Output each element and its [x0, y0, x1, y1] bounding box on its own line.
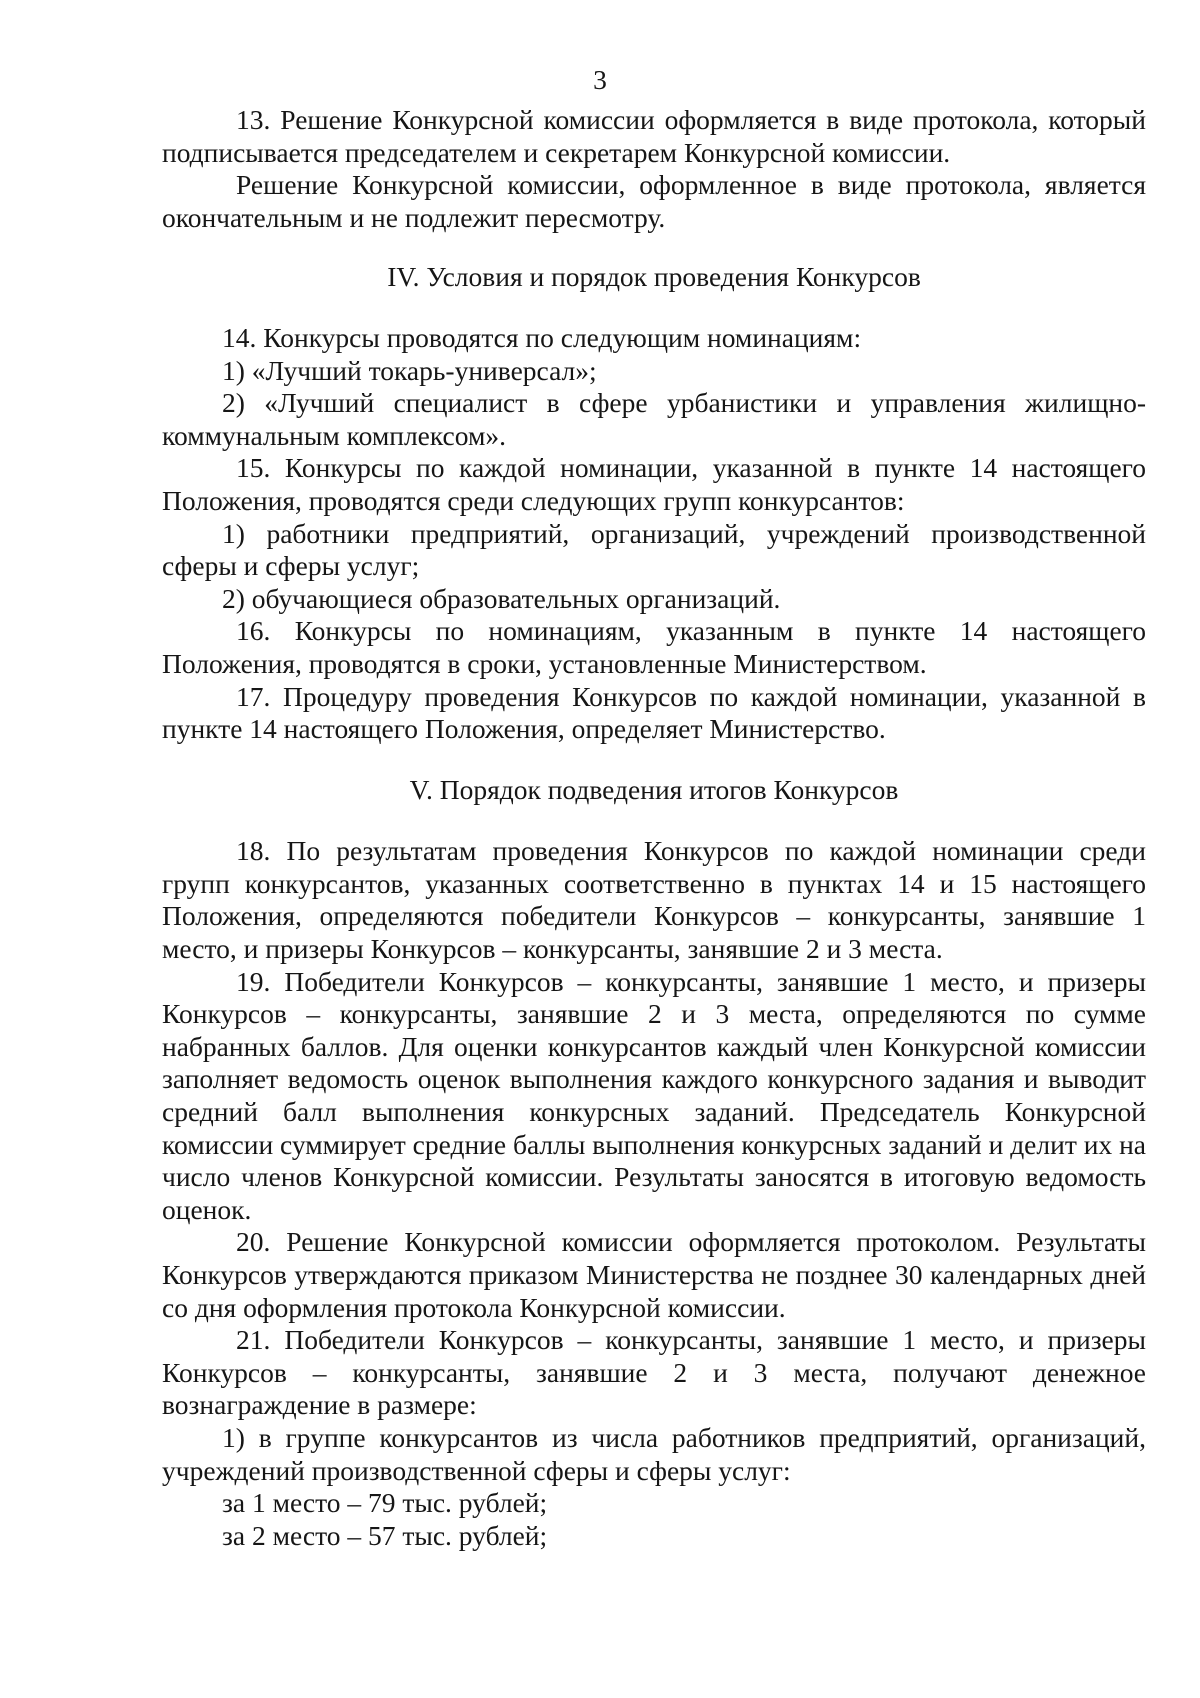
- paragraph-16: 16. Конкурсы по номинациям, указанным в пункте 14 настоящего Положения, проводятся в сроки, установленные Министерством.: [162, 615, 1146, 679]
- paragraph-21-item-1: 1) в группе конкурсантов из числа работников предприятий, организаций, учреждений производственной сферы и сферы услуг:: [162, 1421, 1146, 1486]
- paragraph-18: 18. По результатам проведения Конкурсов по каждой номинации среди групп конкурсантов, указанных соответственно в пунктах 14 и 15 настоящего Положения, определяются победители Конкурсов – конкурсанты, занявшие 1 место, и призеры Конкурсов – конкурсанты, занявшие 2 и 3 места.: [162, 835, 1146, 965]
- paragraph-15: 15. Конкурсы по каждой номинации, указанной в пункте 14 настоящего Положения, проводятся среди следующих групп конкурсантов:: [162, 452, 1146, 516]
- paragraph-15-item-1: 1) работники предприятий, организаций, учреждений производственной сферы и сферы услуг;: [162, 517, 1146, 582]
- document-body: [162, 104, 1146, 1552]
- paragraph-14: 14. Конкурсы проводятся по следующим номинациям:: [222, 321, 862, 353]
- section-heading-iv: IV. Условия и порядок проведения Конкурсов: [387, 261, 921, 293]
- reward-second-place: за 2 место – 57 тыс. рублей;: [222, 1519, 548, 1551]
- reward-first-place: за 1 место – 79 тыс. рублей;: [222, 1487, 548, 1519]
- paragraph-13-continuation: Решение Конкурсной комиссии, оформленное в виде протокола, является окончательным и не подлежит пересмотру.: [162, 169, 1146, 233]
- paragraph-20: 20. Решение Конкурсной комиссии оформляется протоколом. Результаты Конкурсов утверждаются приказом Министерства не позднее 30 календарных дней со дня оформления протокола Конкурсной комиссии.: [162, 1226, 1146, 1323]
- paragraph-14-item-1: 1) «Лучший токарь-универсал»;: [222, 354, 597, 386]
- paragraph-14-item-2: 2) «Лучший специалист в сфере урбанистики и управления жилищно-коммунальным комплексом».: [162, 387, 1146, 451]
- paragraph-19: 19. Победители Конкурсов – конкурсанты, занявшие 1 место, и призеры Конкурсов – конкурсанты, занявшие 2 и 3 места, определяются по сумме набранных баллов. Для оценки конкурсантов каждый член Конкурсной комиссии заполняет ведомость оценок выполнения каждого конкурсного задания и выводит средний балл выполнения конкурсных заданий. Председатель Конкурсной комиссии суммирует средние баллы выполнения конкурсных заданий и делит их на число членов Конкурсной комиссии. Результаты заносятся в итоговую ведомость оценок.: [162, 965, 1146, 1225]
- paragraph-13: 13. Решение Конкурсной комиссии оформляется в виде протокола, который подписывается председателем и секретарем Конкурсной комиссии.: [162, 104, 1146, 168]
- paragraph-15-item-2: 2) обучающиеся образовательных организаций.: [222, 582, 781, 614]
- section-heading-v: V. Порядок подведения итогов Конкурсов: [409, 773, 899, 805]
- paragraph-21: 21. Победители Конкурсов – конкурсанты, занявшие 1 место, и призеры Конкурсов – конкурсанты, занявшие 2 и 3 места, получают денежное вознаграждение в размере:: [162, 1324, 1146, 1421]
- page-number: 3: [593, 64, 607, 95]
- paragraph-17: 17. Процедуру проведения Конкурсов по каждой номинации, указанной в пункте 14 настоящего Положения, определяет Министерство.: [162, 680, 1146, 745]
